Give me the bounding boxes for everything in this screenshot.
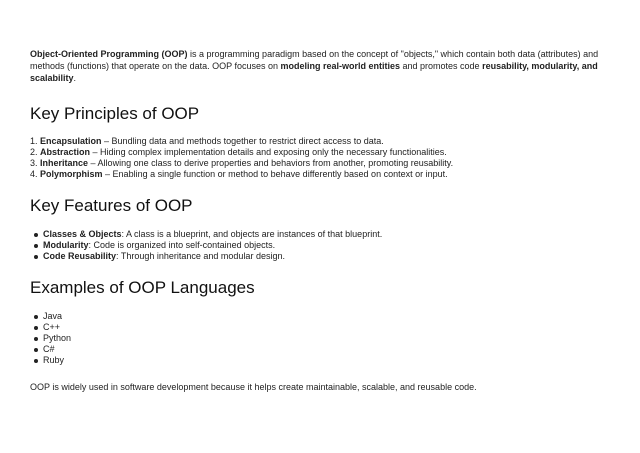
- intro-emphasis-qualities: reusability, modularity, and scalability: [30, 61, 598, 83]
- principles-list: [30, 136, 610, 180]
- principle-number: 2.: [30, 147, 38, 157]
- principle-item: [30, 147, 610, 158]
- feature-description: : Through inheritance and modular design.: [116, 251, 285, 261]
- principle-term: Polymorphism: [40, 169, 103, 179]
- feature-term: Classes & Objects: [43, 229, 122, 239]
- principle-number: 4.: [30, 169, 38, 179]
- features-heading: Key Features of OOP: [30, 196, 193, 215]
- feature-item: [30, 229, 610, 240]
- principle-number: 3.: [30, 158, 38, 168]
- principle-term: Encapsulation: [40, 136, 102, 146]
- examples-heading: Examples of OOP Languages: [30, 278, 255, 297]
- feature-item: [30, 251, 610, 262]
- intro-term-oop: Object-Oriented Programming (OOP): [30, 49, 188, 59]
- principles-heading: Key Principles of OOP: [30, 104, 200, 123]
- intro-text: .: [73, 73, 77, 83]
- principle-description: – Allowing one class to derive properties and behaviors from another, promoting reusability.: [88, 158, 454, 168]
- principle-item: [30, 136, 610, 147]
- feature-term: Modularity: [43, 240, 89, 250]
- principle-number: 1.: [30, 136, 38, 146]
- principle-description: – Hiding complex implementation details and exposing only the necessary functionalities.: [90, 147, 447, 157]
- feature-term: Code Reusability: [43, 251, 117, 261]
- language-item: Java: [30, 311, 610, 322]
- feature-description: : Code is organized into self-contained objects.: [88, 240, 276, 250]
- feature-description: : A class is a blueprint, and objects are instances of that blueprint.: [121, 229, 383, 239]
- intro-emphasis-modeling: modeling real-world entities: [280, 61, 401, 71]
- principle-description: – Bundling data and methods together to restrict direct access to data.: [101, 136, 384, 146]
- principle-item: [30, 169, 610, 180]
- intro-paragraph: [30, 48, 604, 84]
- intro-text: is a programming paradigm based on the concept of "objects," which contain both data (attributes) and methods (functions) that operate on the data. OOP focuses on: [30, 49, 599, 71]
- language-item: Ruby: [30, 355, 610, 366]
- principle-term: Abstraction: [40, 147, 91, 157]
- language-item: C++: [30, 322, 610, 333]
- intro-text: and promotes code: [400, 61, 483, 71]
- feature-item: [30, 240, 610, 251]
- language-item: C#: [30, 344, 610, 355]
- principle-term: Inheritance: [40, 158, 89, 168]
- principle-description: – Enabling a single function or method to behave differently based on context or input.: [102, 169, 448, 179]
- language-item: Python: [30, 333, 610, 344]
- principle-item: [30, 158, 610, 169]
- languages-list: [30, 311, 610, 366]
- features-list: [30, 229, 610, 262]
- conclusion-paragraph: OOP is widely used in software development because it helps create maintainable, scalable, and reusable code.: [30, 382, 477, 392]
